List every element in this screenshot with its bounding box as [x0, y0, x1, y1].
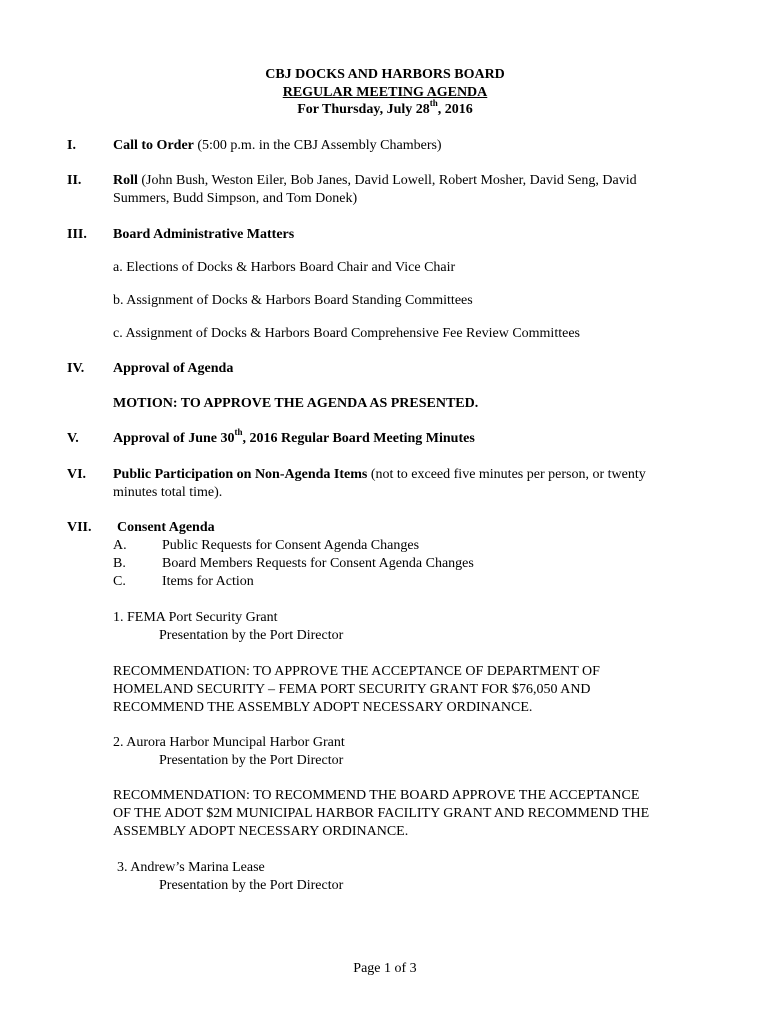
item-call-to-order: Call to Order (5:00 p.m. in the CBJ Assembly Chambers)	[113, 138, 442, 153]
item-public-participation: Public Participation on Non-Agenda Items (not to exceed five minutes per person, or twenty	[113, 467, 646, 482]
item-approval-of-agenda: Approval of Agenda	[113, 361, 234, 376]
recommendation-line: OF THE ADOT $2M MUNICIPAL HARBOR FACILITY GRANT AND RECOMMEND THE	[113, 806, 650, 821]
action-item-presenter: Presentation by the Port Director	[159, 628, 344, 643]
item-approval-of-minutes: Approval of June 30th, 2016 Regular Board Meeting Minutes	[113, 427, 475, 446]
item-roll-line2: Summers, Budd Simpson, and Tom Donek)	[113, 191, 358, 206]
recommendation-line: RECOMMENDATION: TO RECOMMEND THE BOARD APPROVE THE ACCEPTANCE	[113, 788, 640, 803]
subitem-fee-review-committees: c. Assignment of Docks & Harbors Board Comprehensive Fee Review Committees	[113, 326, 580, 341]
consent-subitem-text: Items for Action	[162, 574, 254, 589]
item-number-iv: IV.	[67, 361, 85, 376]
consent-subitem-text: Public Requests for Consent Agenda Changes	[162, 538, 420, 553]
item-consent-agenda: Consent Agenda	[117, 520, 215, 535]
item-public-participation-line2: minutes total time).	[113, 485, 223, 500]
item-number-vii: VII.	[67, 520, 92, 535]
action-item-presenter: Presentation by the Port Director	[159, 753, 344, 768]
consent-subitem-letter: C.	[113, 574, 126, 589]
org-title: CBJ DOCKS AND HARBORS BOARD	[265, 67, 505, 82]
item-number-ii: II.	[67, 173, 82, 188]
recommendation-line: ASSEMBLY ADOPT NECESSARY ORDINANCE.	[113, 824, 409, 839]
item-number-v: V.	[67, 431, 79, 446]
item-number-iii: III.	[67, 227, 87, 242]
agenda-title-text: REGULAR MEETING AGENDA	[282, 85, 488, 100]
item-number-i: I.	[67, 138, 76, 153]
item-board-admin-matters: Board Administrative Matters	[113, 227, 295, 242]
subitem-standing-committees: b. Assignment of Docks & Harbors Board Standing Committees	[113, 293, 473, 308]
recommendation-line: HOMELAND SECURITY – FEMA PORT SECURITY GRANT FOR $76,050 AND	[113, 682, 591, 697]
action-item-fema-grant: 1. FEMA Port Security Grant	[113, 610, 278, 625]
item-number-vi: VI.	[67, 467, 87, 482]
consent-subitem-text: Board Members Requests for Consent Agenda Changes	[162, 556, 474, 571]
recommendation-line: RECOMMENDATION: TO APPROVE THE ACCEPTANCE OF DEPARTMENT OF	[113, 664, 600, 679]
motion-approve-agenda: MOTION: TO APPROVE THE AGENDA AS PRESENTED.	[113, 396, 479, 411]
subitem-elections: a. Elections of Docks & Harbors Board Chair and Vice Chair	[113, 260, 456, 275]
action-item-presenter: Presentation by the Port Director	[159, 878, 344, 893]
item-roll: Roll (John Bush, Weston Eiler, Bob Janes, David Lowell, Robert Mosher, David Seng, David	[113, 173, 637, 188]
page-number: Page 1 of 3	[353, 961, 417, 976]
consent-subitem-letter: B.	[113, 556, 126, 571]
action-item-andrews-marina-lease: 3. Andrew’s Marina Lease	[117, 860, 265, 875]
consent-subitem-letter: A.	[113, 538, 127, 553]
action-item-aurora-harbor-grant: 2. Aurora Harbor Muncipal Harbor Grant	[113, 735, 345, 750]
meeting-date: For Thursday, July 28th, 2016	[297, 98, 473, 117]
agenda-title	[0, 84, 770, 102]
recommendation-line: RECOMMEND THE ASSEMBLY ADOPT NECESSARY ORDINANCE.	[113, 700, 533, 715]
